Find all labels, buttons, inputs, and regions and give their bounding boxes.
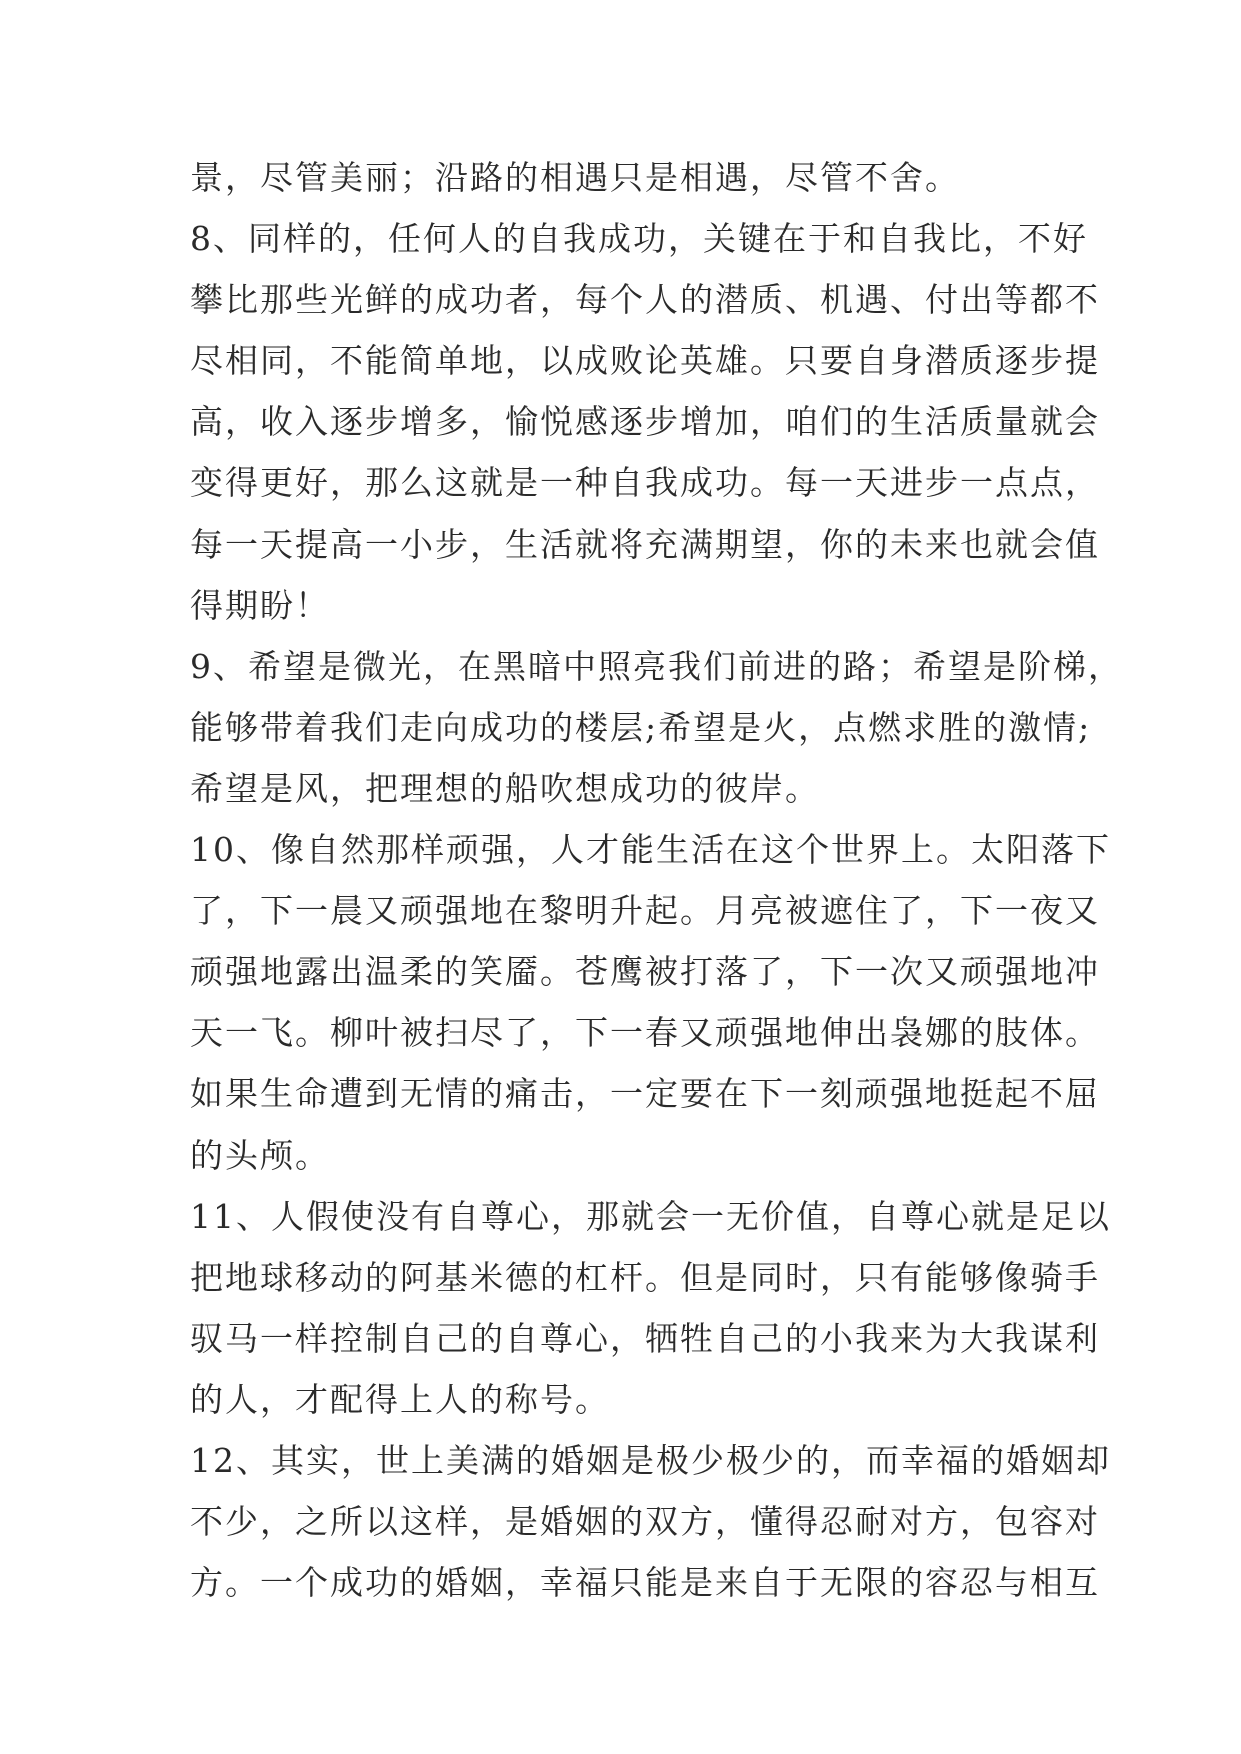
text-line: 变得更好，那么这就是一种自我成功。每一天进步一点点， <box>190 463 1100 503</box>
text-line: 得期盼！ <box>190 585 330 625</box>
text-line: 每一天提高一小步，生活就将充满期望，你的未来也就会值 <box>190 524 1100 564</box>
text-line: 不少，之所以这样，是婚姻的双方，懂得忍耐对方，包容对 <box>190 1502 1100 1542</box>
text-line: 尽相同，不能简单地，以成败论英雄。只要自身潜质逐步提 <box>190 341 1100 381</box>
text-line: 8、同样的，任何人的自我成功，关键在于和自我比，不好 <box>190 219 1088 259</box>
text-line: 高，收入逐步增多，愉悦感逐步增加，咱们的生活质量就会 <box>190 402 1100 442</box>
text-line: 景，尽管美丽；沿路的相遇只是相遇，尽管不舍。 <box>190 158 960 197</box>
text-line: 了，下一晨又顽强地在黎明升起。月亮被遮住了，下一夜又 <box>190 891 1100 931</box>
text-line: 10、像自然那样顽强，人才能生活在这个世界上。太阳落下 <box>190 830 1111 870</box>
text-line: 希望是风，把理想的船吹想成功的彼岸。 <box>190 768 820 808</box>
text-line: 12、其实，世上美满的婚姻是极少极少的，而幸福的婚姻却 <box>190 1440 1111 1480</box>
text-line: 9、希望是微光，在黑暗中照亮我们前进的路；希望是阶梯， <box>190 646 1123 686</box>
text-line: 的头颅。 <box>190 1135 330 1175</box>
text-line: 如果生命遭到无情的痛击，一定要在下一刻顽强地挺起不屈 <box>190 1074 1100 1114</box>
text-line: 11、人假使没有自尊心，那就会一无价值，自尊心就是足以 <box>190 1196 1111 1236</box>
text-line: 把地球移动的阿基米德的杠杆。但是同时，只有能够像骑手 <box>190 1257 1100 1297</box>
text-line: 天一飞。柳叶被扫尽了，下一春又顽强地伸出袅娜的肢体。 <box>190 1013 1100 1053</box>
text-line: 能够带着我们走向成功的楼层;希望是火，点燃求胜的激情; <box>190 707 1092 747</box>
text-line: 的人，才配得上人的称号。 <box>190 1379 610 1419</box>
text-line: 驭马一样控制自己的自尊心，牺牲自己的小我来为大我谋利 <box>190 1318 1100 1358</box>
body-text <box>190 158 1123 1624</box>
text-line: 方。一个成功的婚姻，幸福只能是来自于无限的容忍与相互 <box>190 1563 1100 1603</box>
text-line: 顽强地露出温柔的笑靥。苍鹰被打落了，下一次又顽强地冲 <box>190 952 1100 992</box>
text-line: 攀比那些光鲜的成功者，每个人的潜质、机遇、付出等都不 <box>190 280 1100 320</box>
